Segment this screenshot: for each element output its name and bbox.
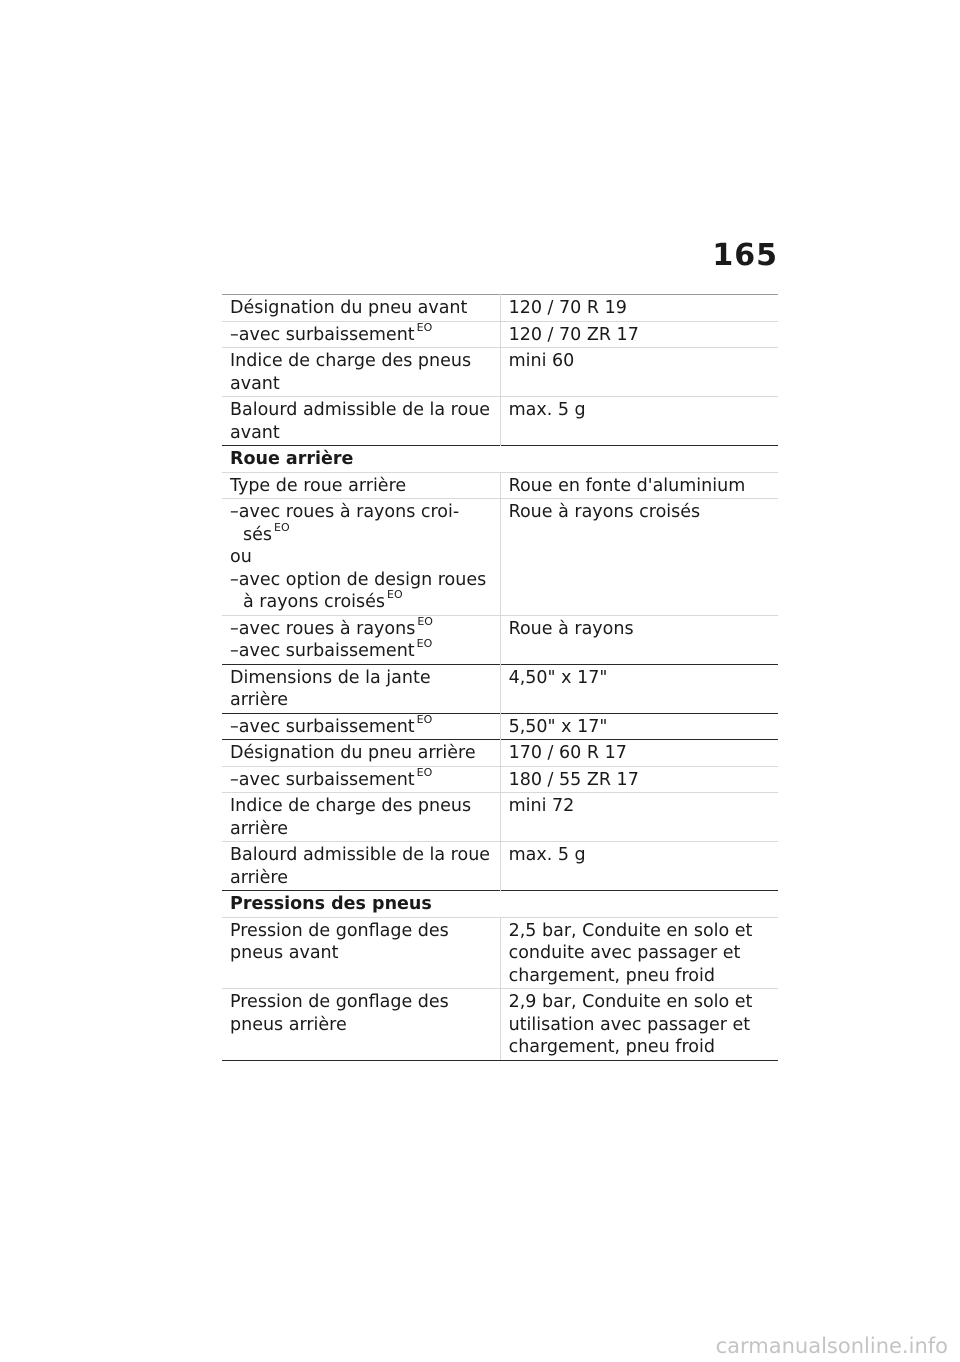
spec-value: 170 / 60 R 17: [500, 740, 778, 767]
table-row: [222, 713, 778, 740]
spec-label: Dimensions de la jante arrière: [222, 664, 500, 713]
spec-label: –avec surbaissement $^{EO}$: [222, 766, 500, 793]
table-row: [222, 348, 778, 397]
table-row: [222, 499, 778, 616]
spec-value: Roue en fonte d'aluminium: [500, 472, 778, 499]
spec-value: max. 5 g: [500, 842, 778, 891]
page-number: 165: [712, 238, 778, 273]
section-title: Pressions des pneus: [222, 891, 778, 918]
spec-value: Roue à rayons: [500, 615, 778, 664]
spec-label: Désignation du pneu avant: [222, 295, 500, 322]
table-row: [222, 917, 778, 989]
spec-label: Balourd admissible de la roue arrière: [222, 842, 500, 891]
spec-value: mini 72: [500, 793, 778, 842]
spec-label: Indice de charge des pneus avant: [222, 348, 500, 397]
spec-label: Balourd admissible de la roue avant: [222, 397, 500, 446]
section-heading-rear-wheel: [222, 446, 778, 473]
eo-marker: EO: [387, 588, 403, 602]
eo-marker: EO: [416, 637, 433, 651]
spec-value: 4,50" x 17": [500, 664, 778, 713]
table-row: [222, 766, 778, 793]
spec-label: Type de roue arrière: [222, 472, 500, 499]
spec-label: Désignation du pneu arrière: [222, 740, 500, 767]
eo-marker: EO: [416, 765, 433, 779]
spec-value: 2,5 bar, Conduite en solo et conduite avec passager et chargement, pneu froid: [500, 917, 778, 989]
table-row: [222, 793, 778, 842]
spec-label: –avec roues à rayons $^{EO}$ –avec surbaissement $^{EO}$: [222, 615, 500, 664]
spec-value: max. 5 g: [500, 397, 778, 446]
spec-value: 2,9 bar, Conduite en solo et utilisation avec passager et chargement, pneu froid: [500, 989, 778, 1061]
eo-marker: EO: [274, 520, 290, 534]
eo-marker: EO: [417, 614, 433, 628]
table-row: [222, 295, 778, 322]
table-row: [222, 472, 778, 499]
spec-value: 5,50" x 17": [500, 713, 778, 740]
section-title: Roue arrière: [222, 446, 778, 473]
table-row: [222, 321, 778, 348]
spec-value: mini 60: [500, 348, 778, 397]
table-row: [222, 664, 778, 713]
spec-value: 120 / 70 ZR 17: [500, 321, 778, 348]
table-row: [222, 989, 778, 1061]
table-row: [222, 842, 778, 891]
eo-marker: EO: [416, 320, 433, 334]
spec-label: Indice de charge des pneus arrière: [222, 793, 500, 842]
section-heading-tire-pressure: [222, 891, 778, 918]
site-watermark: carmanualsonline.info: [715, 1334, 948, 1358]
table-row: [222, 397, 778, 446]
spec-label: –avec surbaissement $^{EO}$: [222, 321, 500, 348]
table-row: [222, 740, 778, 767]
spec-label: Pression de gonflage des pneus arrière: [222, 989, 500, 1061]
spec-value: 120 / 70 R 19: [500, 295, 778, 322]
spec-label: –avec roues à rayons croi-sés $^{EO}$ ou –avec option de design roues à rayons croisés $^{EO}$: [222, 499, 500, 616]
spec-label: –avec surbaissement $^{EO}$: [222, 713, 500, 740]
specifications-table: [222, 294, 778, 1061]
spec-label: Pression de gonflage des pneus avant: [222, 917, 500, 989]
table-row: [222, 615, 778, 664]
spec-value: Roue à rayons croisés: [500, 499, 778, 616]
eo-marker: EO: [416, 712, 433, 726]
spec-value: 180 / 55 ZR 17: [500, 766, 778, 793]
